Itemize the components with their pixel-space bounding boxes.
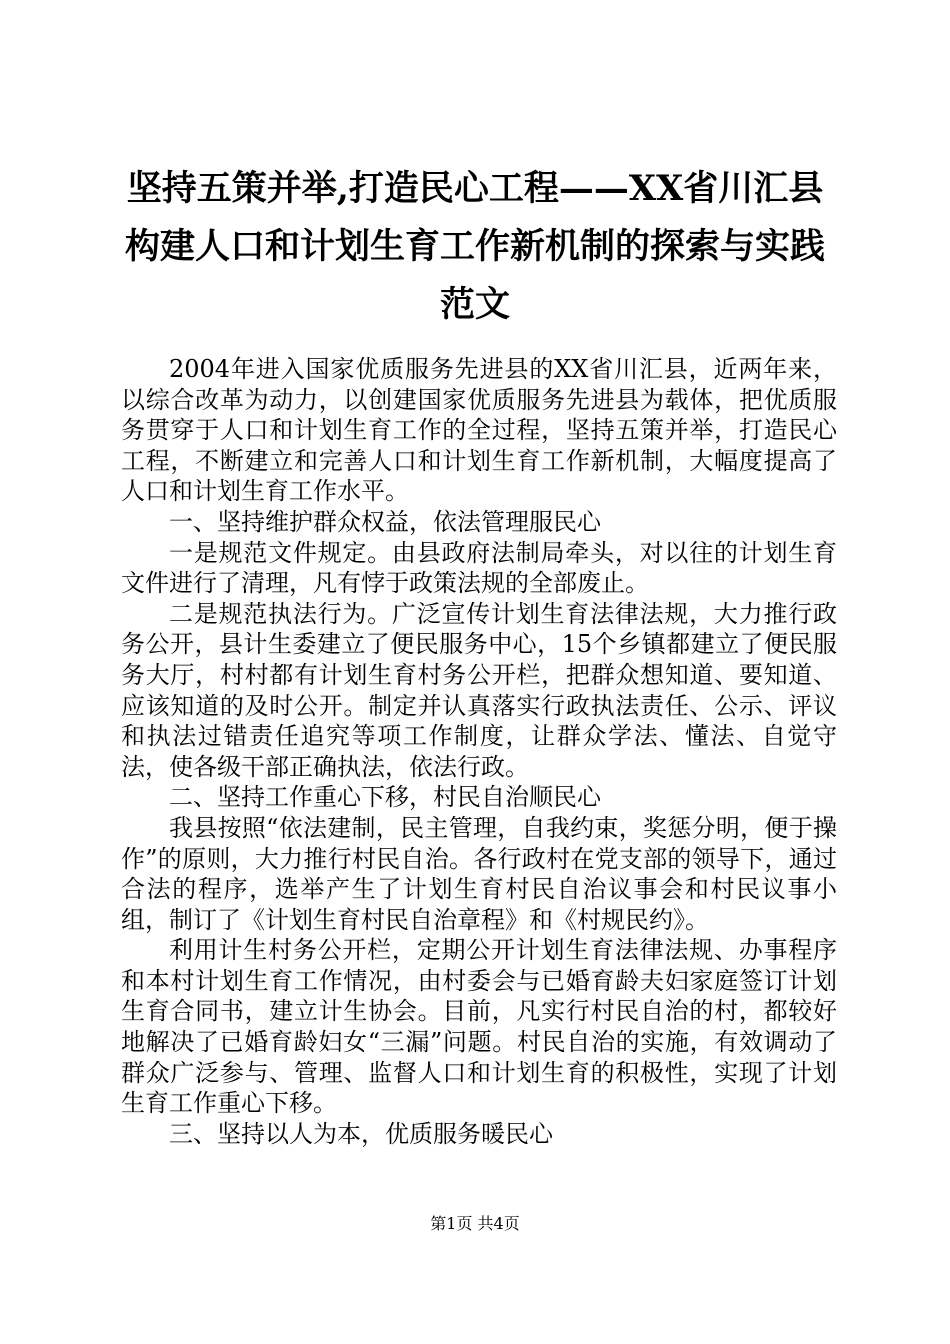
page-footer: 第1页 共4页 <box>430 1214 520 1233</box>
section-heading: 三、坚持以人为本，优质服务暖民心 <box>169 1119 553 1148</box>
body-paragraph: 二是规范执法行为。广泛宣传计划生育法律法规，大力推行政务公开，县计生委建立了便民服务中心，15个乡镇都建立了便民服务大厅，村村都有计划生育村务公开栏，把群众想知道、要知道、应该知道的及时公开。制定并认真落实行政执法责任、公示、评议和执法过错责任追究等项工作制度，让群众学法、懂法、自觉守法，使各级干部正确执法，依法行政。 <box>121 599 837 781</box>
body-paragraph: 一是规范文件规定。由县政府法制局牵头，对以往的计划生育文件进行了清理，凡有悖于政策法规的全部废止。 <box>121 538 837 598</box>
body-paragraph: 2004年进入国家优质服务先进县的XX省川汇县，近两年来，以综合改革为动力，以创建国家优质服务先进县为载体，把优质服务贯穿于人口和计划生育工作的全过程，坚持五策并举，打造民心工程，不断建立和完善人口和计划生育工作新机制，大幅度提高了人口和计划生育工作水平。 <box>121 355 837 506</box>
section-heading: 二、坚持工作重心下移，村民自治顺民心 <box>169 783 601 812</box>
document-title: 坚持五策并举,打造民心工程——XX省川汇县构建人口和计划生育工作新机制的探索与实践范文 <box>124 168 825 325</box>
section-heading: 一、坚持维护群众权益，依法管理服民心 <box>169 507 601 536</box>
document-body <box>121 354 837 1149</box>
body-paragraph: 利用计生村务公开栏，定期公开计划生育法律法规、办事程序和本村计划生育工作情况，由村委会与已婚育龄夫妇家庭签订计划生育合同书，建立计生协会。目前，凡实行村民自治的村，都较好地解决了已婚育龄妇女“三漏”问题。村民自治的实施，有效调动了群众广泛参与、管理、监督人口和计划生育的积极性，实现了计划生育工作重心下移。 <box>121 936 837 1118</box>
body-paragraph: 我县按照“依法建制，民主管理，自我约束，奖惩分明，便于操作”的原则，大力推行村民自治。各行政村在党支部的领导下，通过合法的程序，选举产生了计划生育村民自治议事会和村民议事小组，制订了《计划生育村民自治章程》和《村规民约》。 <box>121 813 837 934</box>
